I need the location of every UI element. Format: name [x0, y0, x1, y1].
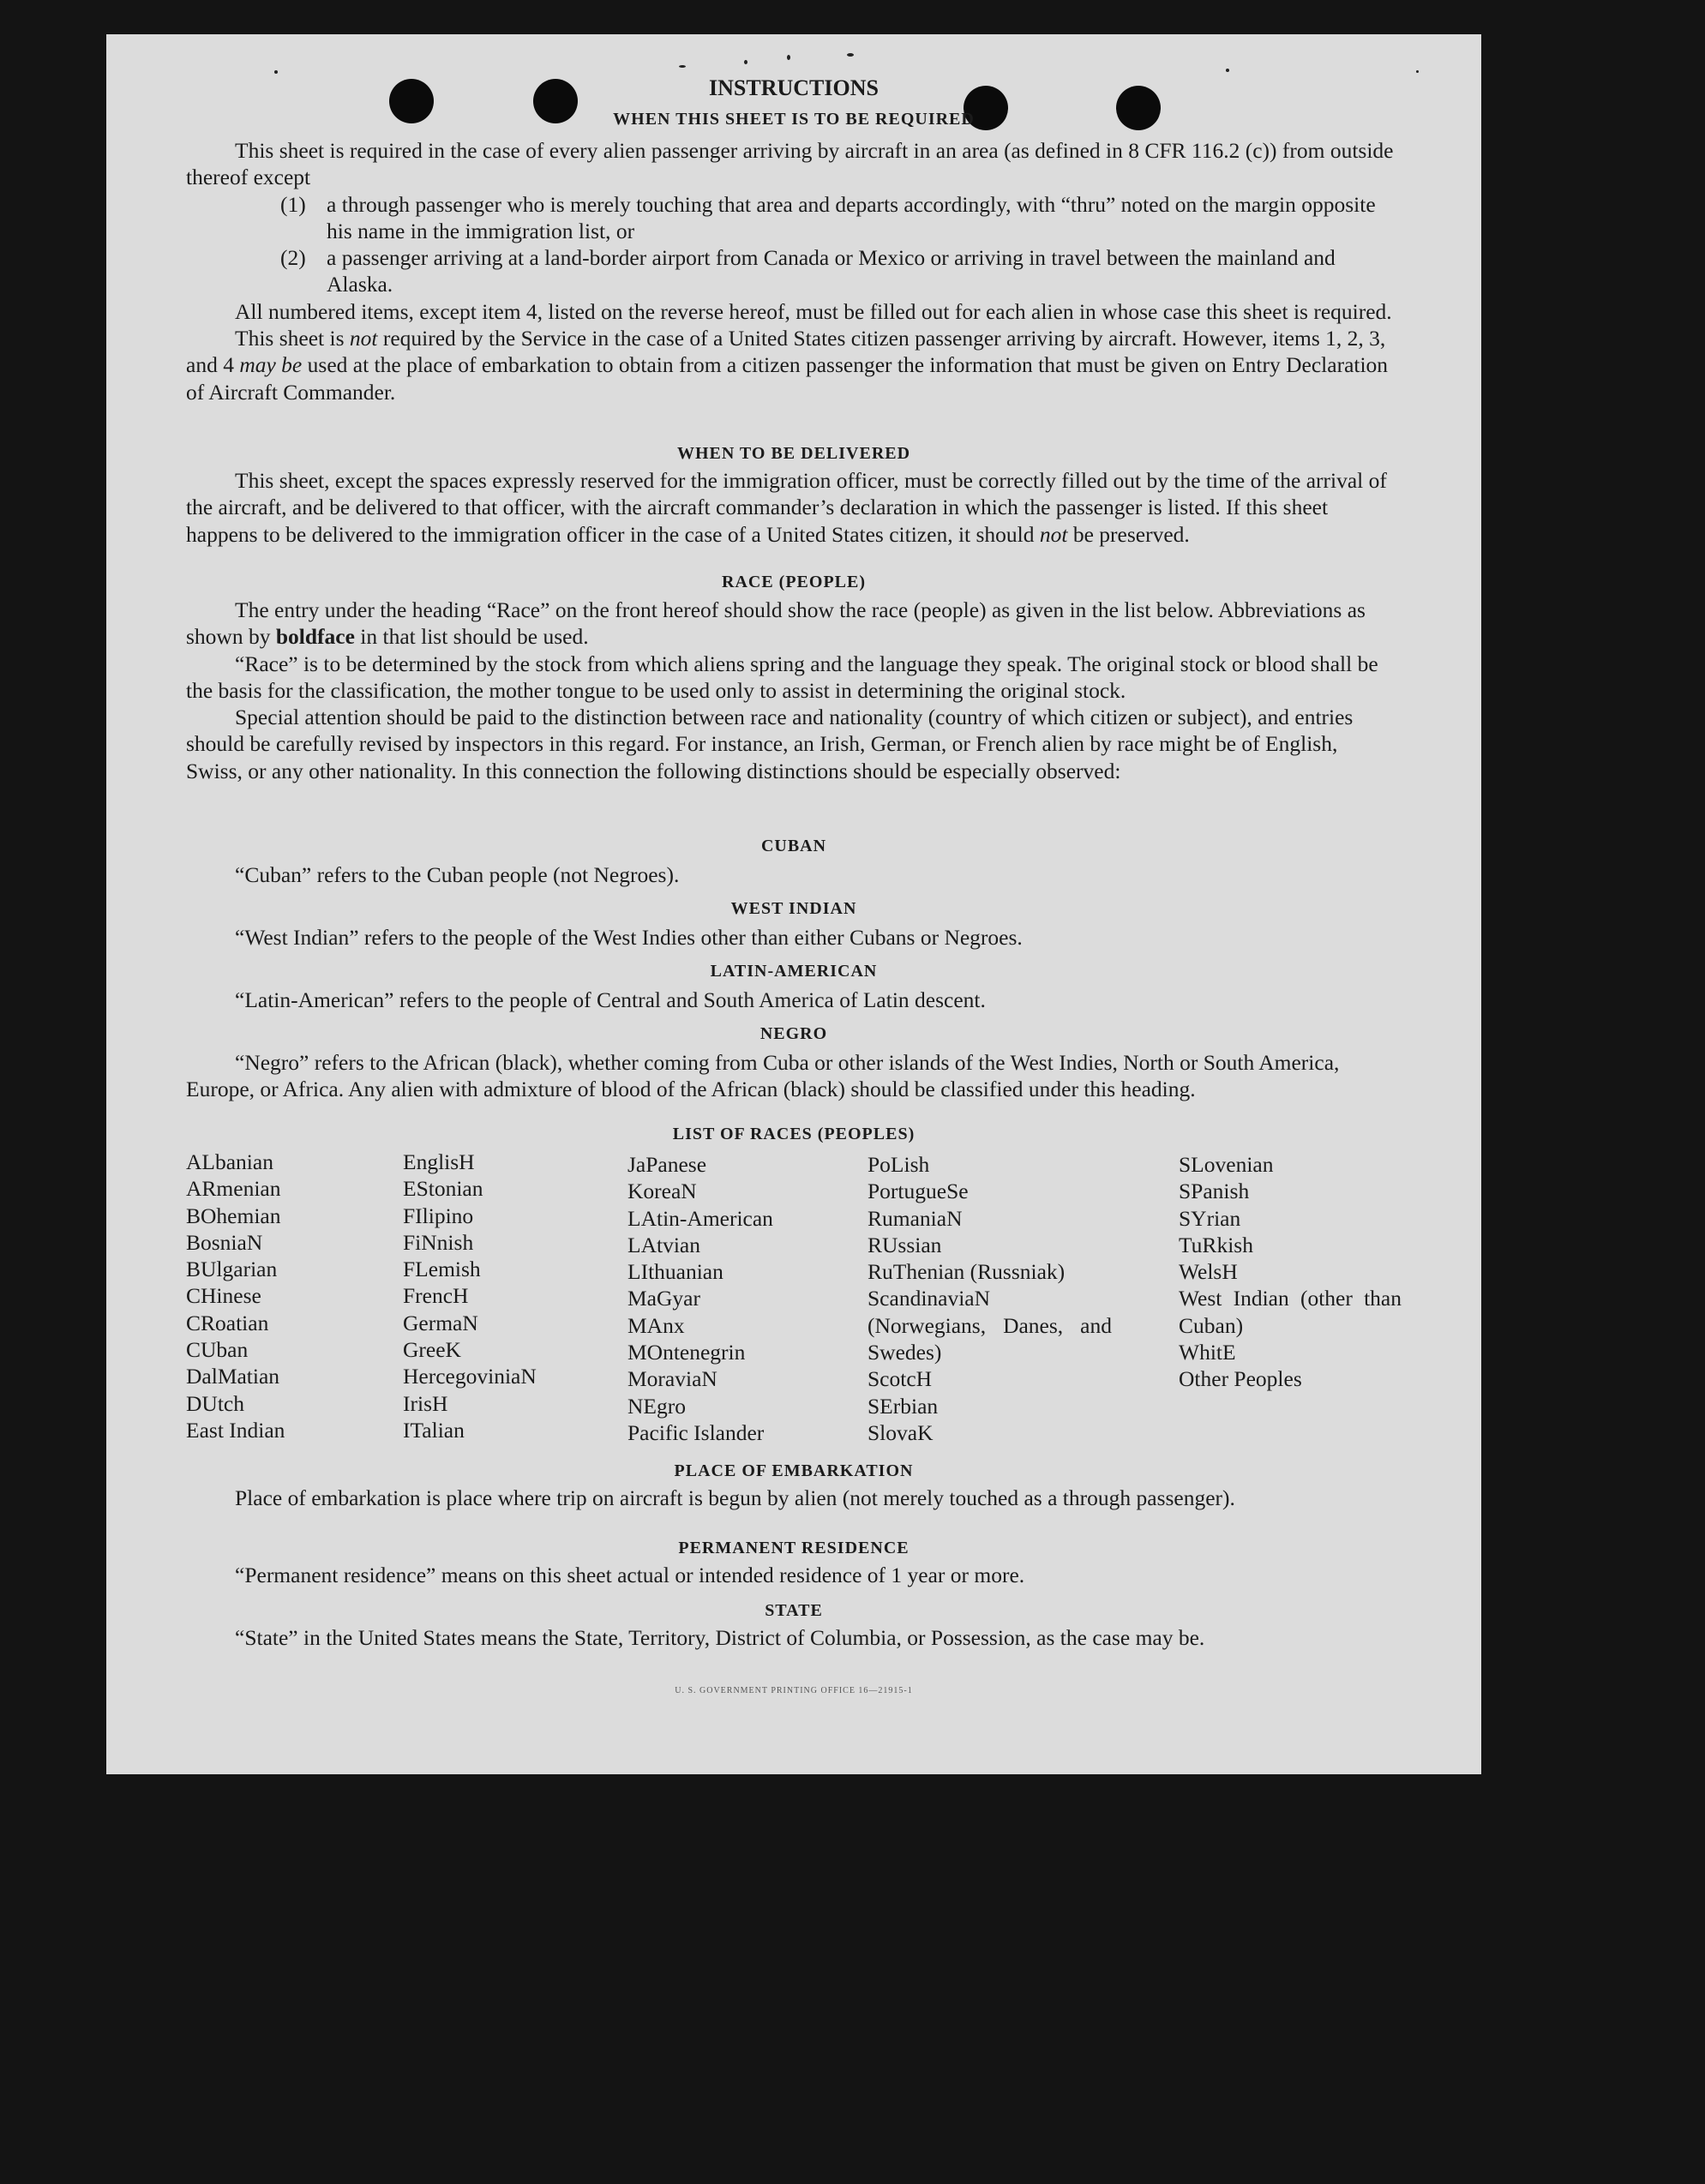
race-item: PortugueSe [868, 1179, 969, 1204]
race-item: RuThenian (Russniak) [868, 1259, 1066, 1285]
citizen-paragraph: This sheet is not required by the Service in the case of a United States citizen passenger arriving by aircraft. However, items 1, 2, 3, and 4 may be used at the place of embarkation to obtain from a citizen passenger the information that must be given on Entry Declaration of Aircraft Commander. [186, 326, 1389, 405]
race-item: East Indian [186, 1417, 285, 1443]
permanent-residence-text: “Permanent residence” means on this sheet actual or intended residence of 1 year or more. [235, 1563, 1025, 1587]
race-item: Pacific Islander [627, 1419, 765, 1445]
list-of-races-heading: LIST OF RACES (PEOPLES) [672, 1125, 916, 1143]
race-item: TuRkish [1179, 1232, 1253, 1257]
race-item: WelsH [1179, 1259, 1238, 1285]
when-required-heading: WHEN THIS SHEET IS TO BE REQUIRED [613, 110, 975, 129]
exception-item-1 [186, 191, 1397, 245]
race-item: IrisH [403, 1390, 448, 1416]
race-item: West Indian (other than Cuban) [1179, 1286, 1402, 1338]
race-item: LAtin-American [627, 1205, 773, 1231]
west-indian-heading: WEST INDIAN [730, 899, 857, 918]
numbered-items-paragraph: All numbered items, except item 4, listed on the reverse hereof, must be filled out for each alien in whose case this sheet is required. [235, 298, 1392, 324]
race-item: CRoatian [186, 1310, 269, 1335]
place-of-embarkation-heading: PLACE OF EMBARKATION [674, 1461, 914, 1480]
permanent-residence-heading: PERMANENT RESIDENCE [678, 1539, 910, 1557]
race-column-1 [186, 1149, 383, 1443]
race-item: DUtch [186, 1390, 244, 1416]
document-title: INSTRUCTIONS [709, 75, 879, 100]
race-item: BOhemian [186, 1203, 281, 1228]
race-item: SPanish [1179, 1179, 1250, 1204]
race-heading: RACE (PEOPLE) [722, 573, 866, 591]
race-item: DalMatian [186, 1364, 280, 1389]
race-item: SLovenian [1179, 1152, 1274, 1177]
race-item: FLemish [403, 1257, 481, 1282]
race-item: MoraviaN [627, 1366, 717, 1392]
latin-american-section [186, 987, 1397, 1013]
latin-american-heading: LATIN-AMERICAN [710, 962, 878, 981]
race-item: BUlgarian [186, 1257, 278, 1282]
cuban-text: “Cuban” refers to the Cuban people (not Negroes). [235, 862, 680, 887]
document-sheet [106, 34, 1481, 1774]
state-section [186, 1624, 1397, 1651]
race-section [186, 597, 1397, 784]
race-item: RumaniaN [868, 1205, 963, 1231]
ink-speck [1416, 70, 1419, 73]
place-of-embarkation-text: Place of embarkation is place where trip on aircraft is begun by alien (not merely touched as a through passenger). [235, 1485, 1235, 1510]
race-item: Other Peoples [1179, 1366, 1302, 1392]
west-indian-text: “West Indian” refers to the people of the West Indies other than either Cubans or Negroes. [235, 925, 1023, 950]
race-item: WhitE [1179, 1340, 1236, 1365]
ink-speck [1226, 69, 1229, 72]
ink-speck [679, 65, 686, 68]
race-item: GermaN [403, 1310, 478, 1335]
exception-item-1-number: (1) [280, 191, 306, 217]
race-item: MaGyar [627, 1286, 700, 1311]
race-item: SErbian [868, 1393, 939, 1419]
when-required-intro: This sheet is required in the case of every alien passenger arriving by aircraft in an area (as defined in 8 CFR 116.2 (c)) from outside thereof except [186, 138, 1394, 190]
when-delivered-heading: WHEN TO BE DELIVERED [676, 444, 911, 463]
race-item: FrencH [403, 1283, 469, 1309]
race-item: JaPanese [627, 1152, 707, 1177]
race-item: FIlipino [403, 1203, 474, 1228]
ink-speck [847, 53, 854, 57]
exception-item-2 [186, 244, 1397, 298]
state-text: “State” in the United States means the State, Territory, District of Columbia, or Possession, as the case may be. [235, 1625, 1205, 1650]
cuban-heading: CUBAN [760, 837, 827, 855]
race-item: MOntenegrin [627, 1340, 746, 1365]
west-indian-section [186, 924, 1397, 951]
exception-item-1-text: a through passenger who is merely touching that area and departs accordingly, with “thru” noted on the margin opposite his name in the immigration list, or [327, 191, 1376, 243]
race-item: FiNnish [403, 1229, 474, 1255]
when-delivered-paragraph: This sheet, except the spaces expressly reserved for the immigration officer, must be correctly filled out by the time of the arrival of the aircraft, and be delivered to that officer, with the aircraft commander’s declaration in which the passenger is listed. If this sheet happens to be delivered to the immigration officer in the case of a United States citizen, it should not be preserved. [186, 468, 1387, 547]
permanent-residence-section [186, 1562, 1397, 1588]
race-item: NEgro [627, 1393, 686, 1419]
race-item: ScotcH [868, 1366, 933, 1392]
race-item: ITalian [403, 1417, 465, 1443]
race-paragraph-2: “Race” is to be determined by the stock from which aliens spring and the language they speak. The original stock or blood shall be the basis for the classification, the mother tongue to be used only to assist in determining the original stock. [186, 651, 1378, 703]
latin-american-text: “Latin-American” refers to the people of Central and South America of Latin descent. [235, 987, 986, 1012]
race-item: SlovaK [868, 1419, 934, 1445]
place-of-embarkation-section [186, 1485, 1397, 1511]
ink-speck [787, 55, 790, 60]
race-item: MAnx [627, 1312, 685, 1338]
state-heading: STATE [765, 1601, 823, 1620]
race-item: ARmenian [186, 1176, 281, 1202]
race-item: ScandinaviaN (Norwegians, Danes, and Swedes) [868, 1286, 1112, 1365]
printing-office-imprint: U. S. GOVERNMENT PRINTING OFFICE 16—21915-1 [675, 1686, 913, 1695]
ink-speck [744, 60, 747, 64]
race-item: HercegoviniaN [403, 1364, 537, 1389]
race-item: GreeK [403, 1337, 461, 1363]
race-item: LIthuanian [627, 1259, 723, 1285]
negro-text: “Negro” refers to the African (black), whether coming from Cuba or other islands of the West Indies, North or South America, Europe, or Africa. Any alien with admixture of blood of the African (black) should be classified under this heading. [186, 1050, 1340, 1102]
negro-section [186, 1049, 1397, 1103]
race-paragraph-1: The entry under the heading “Race” on the front hereof should show the race (people) as given in the list below. Abbreviations as shown by boldface in that list should be used. [186, 597, 1366, 650]
race-column-2 [403, 1149, 617, 1443]
race-item: EnglisH [403, 1149, 475, 1174]
when-required-section [186, 137, 1397, 405]
race-item: CUban [186, 1337, 249, 1363]
negro-heading: NEGRO [759, 1024, 828, 1043]
race-item: LAtvian [627, 1232, 700, 1257]
race-item: KoreaN [627, 1179, 697, 1204]
race-item: SYrian [1179, 1205, 1241, 1231]
race-item: BosniaN [186, 1229, 263, 1255]
cuban-section [186, 861, 1397, 888]
list-of-races [186, 1149, 1403, 1491]
race-paragraph-3: Special attention should be paid to the distinction between race and nationality (country of which citizen or subject), and entries should be carefully revised by inspectors in this regard. For instance, an Irish, German, or French alien by race might be of English, Swiss, or any other nationality. In this connection the following distinctions should be especially observed: [186, 705, 1354, 783]
race-item: CHinese [186, 1283, 261, 1309]
race-column-4 [868, 1151, 1112, 1446]
exception-item-2-number: (2) [280, 245, 306, 271]
race-column-5 [1179, 1151, 1402, 1393]
race-item: RUssian [868, 1232, 942, 1257]
race-item: EStonian [403, 1176, 483, 1202]
ink-speck [274, 70, 278, 74]
when-delivered-section [186, 467, 1397, 548]
exception-item-2-text: a passenger arriving at a land-border airport from Canada or Mexico or arriving in travel between the mainland and Alaska. [327, 245, 1336, 297]
race-column-3 [627, 1151, 850, 1446]
race-item: PoLish [868, 1152, 930, 1177]
race-item: ALbanian [186, 1149, 273, 1174]
